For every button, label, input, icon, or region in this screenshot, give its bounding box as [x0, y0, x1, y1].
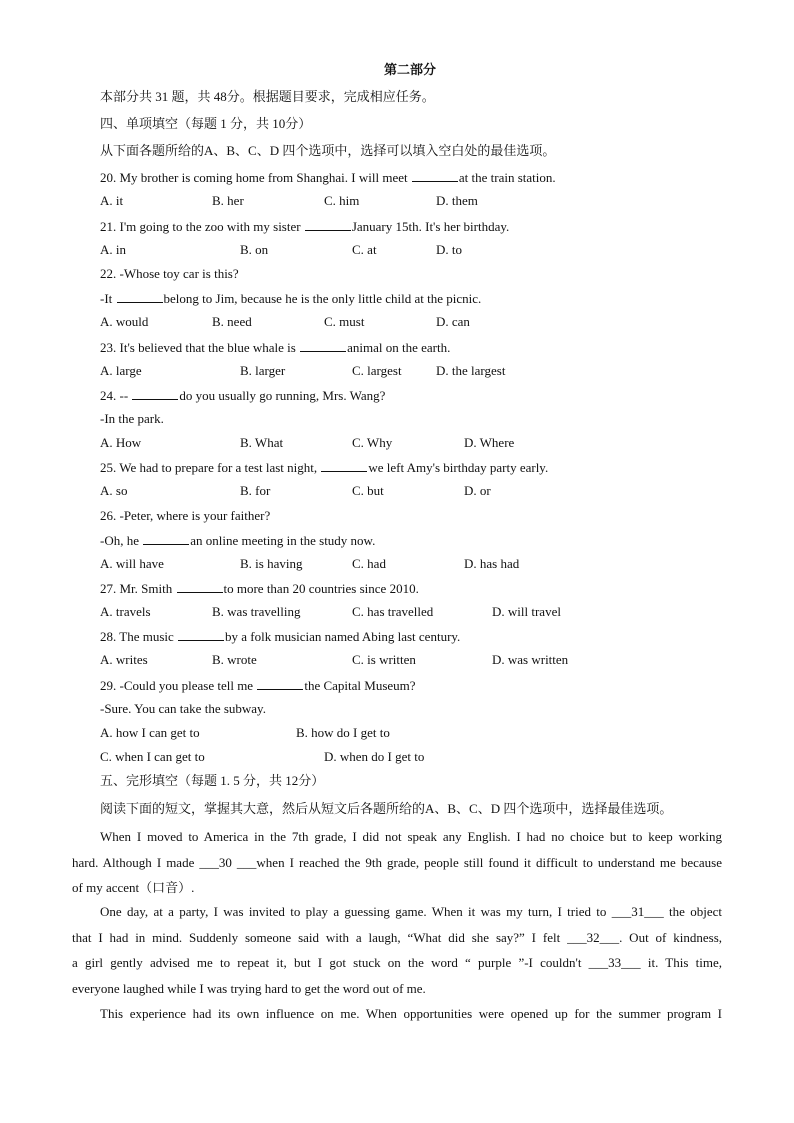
option-b[interactable]: B. larger	[240, 363, 286, 378]
option-a[interactable]: A. travels	[100, 604, 151, 619]
option-d[interactable]: D. Where	[464, 435, 515, 450]
passage-line: of my accent（口音）.	[72, 880, 195, 895]
passage-line: This experience had its own influence on me. When opportunities were opened up for the summer program I	[100, 1006, 722, 1021]
question-text-part: the Capital Museum?	[304, 678, 416, 693]
question-text-part: 23. It's believed that the blue whale is	[100, 340, 300, 355]
answer-blank[interactable]	[132, 387, 178, 400]
question-text-part: 26. -Peter, where is your faither?	[100, 508, 271, 523]
question-text-part: 29. -Could you please tell me	[100, 678, 257, 693]
question-20-text	[100, 169, 556, 186]
answer-blank[interactable]	[305, 218, 351, 231]
question-29-text	[100, 677, 416, 694]
question-26-text	[100, 508, 270, 524]
question-text-part: an online meeting in the study now.	[190, 533, 376, 548]
passage-line: a girl gently advised me to repeat it, but I got stuck on the word “ purple ”-I couldn't ___33___ it. This time,	[72, 955, 722, 970]
question-text-part: 24. --	[100, 388, 132, 403]
answer-blank[interactable]	[178, 628, 224, 641]
option-b[interactable]: B. for	[240, 483, 271, 498]
option-c[interactable]: C. when I can get to	[100, 749, 205, 764]
question-text-part: -In the park.	[100, 411, 164, 426]
option-b[interactable]: B. is having	[240, 556, 303, 571]
answer-blank[interactable]	[321, 459, 367, 472]
question-text-part: 22. -Whose toy car is this?	[100, 266, 239, 281]
option-c[interactable]: C. is written	[352, 652, 416, 667]
part4-heading: 四、单项填空（每题 1 分，共 10分）	[100, 116, 312, 131]
option-b[interactable]: B. her	[212, 193, 244, 208]
question-text-part: January 15th. It's her birthday.	[351, 219, 510, 234]
option-c[interactable]: C. had	[352, 556, 386, 571]
question-text-part: 28. The music	[100, 629, 178, 644]
question-text-part: we left Amy's birthday party early.	[368, 460, 549, 475]
option-c[interactable]: C. largest	[352, 363, 402, 378]
option-a[interactable]: A. How	[100, 435, 142, 450]
option-a[interactable]: A. will have	[100, 556, 164, 571]
option-a[interactable]: A. in	[100, 242, 126, 257]
question-21-text	[100, 218, 509, 235]
section-intro: 本部分共 31 题，共 48分。根据题目要求，完成相应任务。	[100, 89, 435, 104]
question-text-part: -Oh, he	[100, 533, 143, 548]
question-22-text	[100, 266, 239, 282]
option-d[interactable]: D. when do I get to	[324, 749, 425, 764]
option-b[interactable]: B. was travelling	[212, 604, 301, 619]
answer-blank[interactable]	[117, 290, 163, 303]
option-b[interactable]: B. on	[240, 242, 269, 257]
part4-instruction: 从下面各题所给的A、B、C、D 四个选项中，选择可以填入空白处的最佳选项。	[100, 143, 556, 158]
question-text-part: do you usually go running, Mrs. Wang?	[179, 388, 386, 403]
option-a[interactable]: A. how I can get to	[100, 725, 200, 740]
option-d[interactable]: D. can	[436, 314, 470, 329]
question-27-text	[100, 580, 419, 597]
answer-blank[interactable]	[143, 532, 189, 545]
passage-line: that I had in mind. Suddenly someone said with a laugh, “What did she say?” I felt ___32___. Out of kindness,	[72, 929, 722, 945]
question-text-part: 20. My brother is coming home from Shanghai. I will meet	[100, 170, 411, 185]
answer-blank[interactable]	[300, 339, 346, 352]
part5-heading: 五、完形填空（每题 1. 5 分，共 12分）	[100, 773, 325, 788]
question-text-part: 27. Mr. Smith	[100, 581, 176, 596]
answer-blank[interactable]	[177, 580, 223, 593]
option-d[interactable]: D. to	[436, 242, 462, 257]
option-b[interactable]: B. need	[212, 314, 252, 329]
question-23-text	[100, 339, 450, 356]
option-b[interactable]: B. What	[240, 435, 284, 450]
question-22-text	[100, 290, 481, 307]
passage-line: hard. Although I made ___30 ___when I reached the 9th grade, people still found it difficult to understand me because	[72, 854, 722, 870]
question-text-part: -Sure. You can take the subway.	[100, 701, 266, 716]
question-text-part: at the train station.	[458, 170, 556, 185]
answer-blank[interactable]	[412, 169, 458, 182]
answer-blank[interactable]	[257, 677, 303, 690]
question-text-part: 25. We had to prepare for a test last night,	[100, 460, 321, 475]
question-24-text	[100, 387, 385, 404]
option-d[interactable]: D. was written	[492, 652, 569, 667]
option-a[interactable]: A. writes	[100, 652, 148, 667]
option-c[interactable]: C. has travelled	[352, 604, 434, 619]
option-c[interactable]: C. him	[324, 193, 360, 208]
question-text-part: animal on the earth.	[347, 340, 451, 355]
part5-instruction: 阅读下面的短文，掌握其大意，然后从短文后各题所给的A、B、C、D 四个选项中，选择最佳选项。	[100, 801, 673, 816]
option-a[interactable]: A. it	[100, 193, 124, 208]
question-25-text	[100, 459, 548, 476]
question-text-part: 21. I'm going to the zoo with my sister	[100, 219, 304, 234]
question-28-text	[100, 628, 460, 645]
question-text-part: by a folk musician named Abing last century.	[225, 629, 461, 644]
passage-line: everyone laughed while I was trying hard to get the word out of me.	[72, 980, 426, 996]
option-a[interactable]: A. so	[100, 483, 128, 498]
option-c[interactable]: C. at	[352, 242, 377, 257]
question-24-text	[100, 411, 164, 427]
option-d[interactable]: D. will travel	[492, 604, 561, 619]
option-d[interactable]: D. or	[464, 483, 491, 498]
passage-paragraph-2	[72, 899, 722, 1001]
option-d[interactable]: D. the largest	[436, 363, 506, 378]
question-text-part: -It	[100, 291, 116, 306]
option-d[interactable]: D. has had	[464, 556, 520, 571]
question-26-text	[100, 532, 375, 549]
question-text-part: to more than 20 countries since 2010.	[223, 581, 419, 596]
passage-line: When I moved to America in the 7th grade, I did not speak any English. I had no choice but to keep working	[100, 829, 722, 844]
question-29-text	[100, 701, 266, 717]
question-text-part: belong to Jim, because he is the only little child at the picnic.	[163, 291, 482, 306]
option-b[interactable]: B. how do I get to	[296, 725, 390, 740]
passage-line: One day, at a party, I was invited to play a guessing game. When it was my turn, I tried to ___31___ the object	[100, 904, 722, 919]
option-c[interactable]: C. must	[324, 314, 365, 329]
passage-paragraph-3	[72, 1001, 722, 1027]
passage-paragraph-1	[72, 824, 722, 901]
option-c[interactable]: C. Why	[352, 435, 393, 450]
option-b[interactable]: B. wrote	[212, 652, 257, 667]
option-a[interactable]: A. large	[100, 363, 142, 378]
section-title: 第二部分	[384, 62, 437, 77]
option-c[interactable]: C. but	[352, 483, 384, 498]
option-d[interactable]: D. them	[436, 193, 478, 208]
option-a[interactable]: A. would	[100, 314, 149, 329]
